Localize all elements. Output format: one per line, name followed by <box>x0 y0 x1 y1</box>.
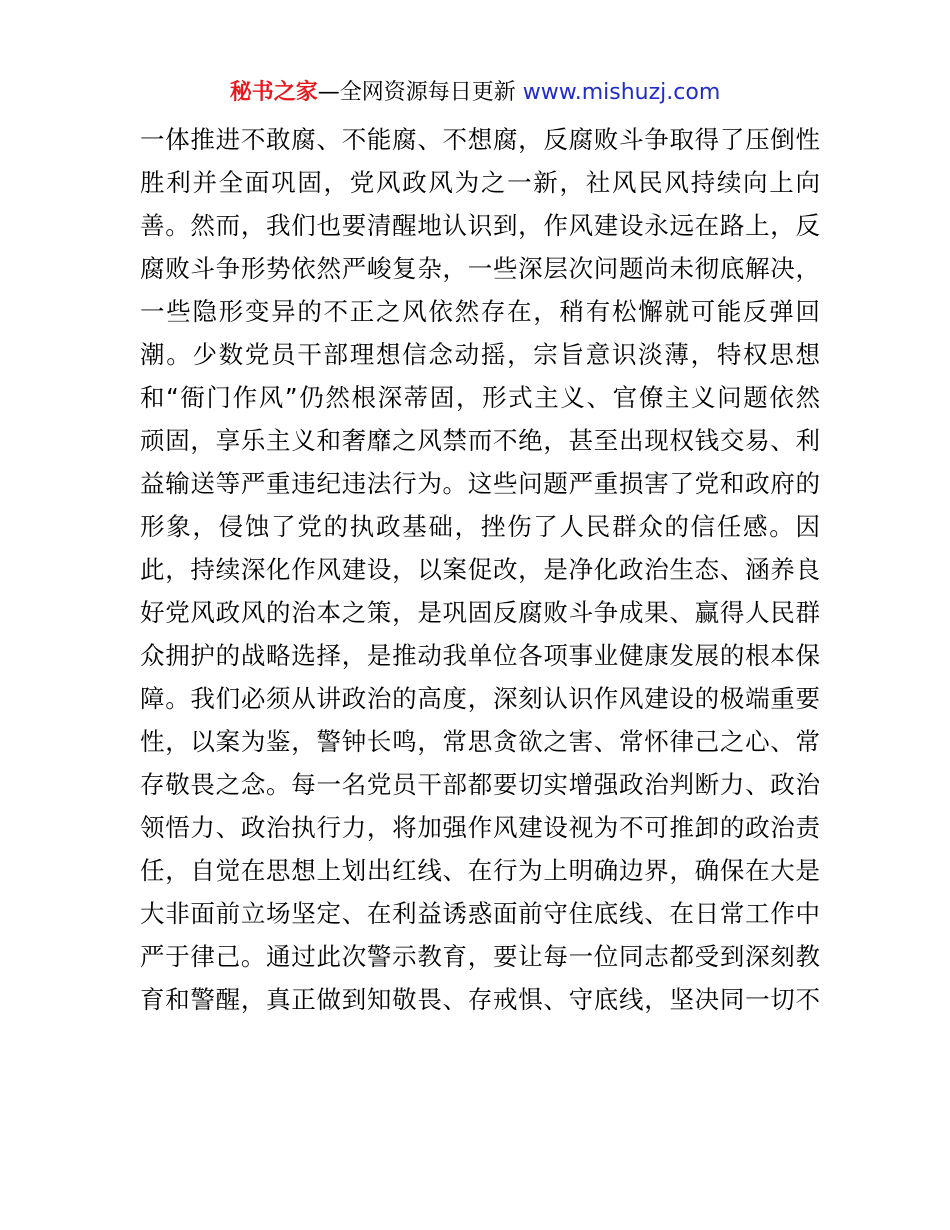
text-line: 育和警醒，真正做到知敬畏、存戒惧、守底线，坚决同一切不 <box>140 985 820 1014</box>
text-line: 一些隐形变异的不正之风依然存在，稍有松懈就可能反弹回 <box>140 297 820 326</box>
text-line: 善。然而，我们也要清醒地认识到，作风建设永远在路上，反 <box>140 211 820 240</box>
header-tagline: 全网资源每日更新 <box>339 80 516 105</box>
header-dash: — <box>317 80 340 105</box>
text-line: 存敬畏之念。每一名党员干部都要切实增强政治判断力、政治 <box>140 770 820 799</box>
body-text <box>140 118 820 1021</box>
brand-name: 秘书之家 <box>229 80 318 105</box>
text-line: 好党风政风的治本之策，是巩固反腐败斗争成果、赢得人民群 <box>140 598 820 627</box>
text-line: 严于律己。通过此次警示教育，要让每一位同志都受到深刻教 <box>140 942 820 971</box>
text-line: 障。我们必须从讲政治的高度，深刻认识作风建设的极端重要 <box>140 684 820 713</box>
text-line: 大非面前立场坚定、在利益诱惑面前守住底线、在日常工作中 <box>140 899 820 928</box>
text-line: 胜利并全面巩固，党风政风为之一新，社风民风持续向上向 <box>140 168 820 197</box>
text-line: 此，持续深化作风建设，以案促改，是净化政治生态、涵养良 <box>140 555 820 584</box>
text-line: 潮。少数党员干部理想信念动摇，宗旨意识淡薄，特权思想 <box>140 340 820 369</box>
text-line: 腐败斗争形势依然严峻复杂，一些深层次问题尚未彻底解决， <box>140 254 820 283</box>
text-line: 任，自觉在思想上划出红线、在行为上明确边界，确保在大是 <box>140 856 820 885</box>
text-line: 顽固，享乐主义和奢靡之风禁而不绝，甚至出现权钱交易、利 <box>140 426 820 455</box>
text-line: 性，以案为鉴，警钟长鸣，常思贪欲之害、常怀律己之心、常 <box>140 727 820 756</box>
page-header <box>0 78 950 108</box>
text-line: 众拥护的战略选择，是推动我单位各项事业健康发展的根本保 <box>140 641 820 670</box>
site-url: www.mishuzj.com <box>515 80 721 105</box>
text-line: 形象，侵蚀了党的执政基础，挫伤了人民群众的信任感。因 <box>140 512 820 541</box>
text-line: 一体推进不敢腐、不能腐、不想腐，反腐败斗争取得了压倒性 <box>140 125 820 154</box>
text-line: 益输送等严重违纪违法行为。这些问题严重损害了党和政府的 <box>140 469 820 498</box>
text-line: 领悟力、政治执行力，将加强作风建设视为不可推卸的政治责 <box>140 813 820 842</box>
text-line: 和“衙门作风”仍然根深蒂固，形式主义、官僚主义问题依然 <box>140 383 820 412</box>
